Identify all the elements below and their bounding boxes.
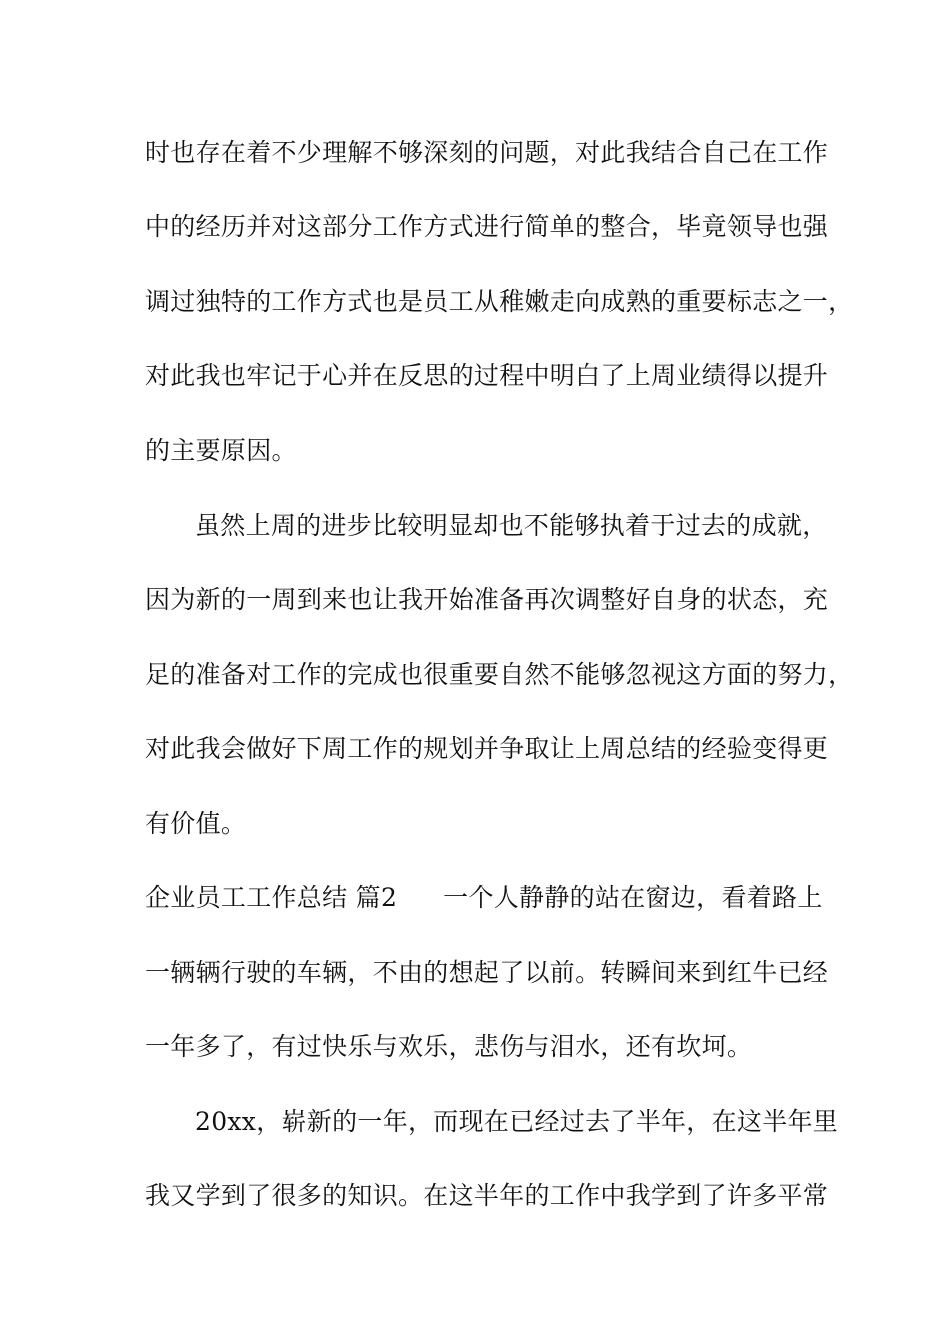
paragraph-start-line: 20xx，崭新的一年，而现在已经过去了半年，在这半年里: [195, 1107, 839, 1136]
section-first-line: 一个人静静的站在窗边，看着路上: [443, 883, 823, 912]
text-line: 时也存在着不少理解不够深刻的问题，对此我结合自己在工作: [145, 138, 829, 167]
text-line: 一年多了，有过快乐与欢乐，悲伤与泪水，还有坎坷。: [145, 1032, 753, 1061]
text-line: 有价值。: [145, 809, 247, 838]
text-line: 中的经历并对这部分工作方式进行简单的整合，毕竟领导也强: [145, 212, 829, 241]
paragraph-start-line: 虽然上周的进步比较明显却也不能够执着于过去的成就，: [195, 511, 828, 540]
section-heading: 企业员工工作总结 篇2: [145, 883, 398, 912]
text-line: 我又学到了很多的知识。在这半年的工作中我学到了许多平常: [145, 1181, 829, 1210]
text-line: 因为新的一周到来也让我开始准备再次调整好自身的状态，充: [145, 585, 829, 614]
section-heading-line: [145, 883, 823, 913]
text-line: 一辆辆行驶的车辆，不由的想起了以前。转瞬间来到红牛已经: [145, 958, 829, 987]
text-line: 调过独特的工作方式也是员工从稚嫩走向成熟的重要标志之一，: [145, 287, 854, 316]
text-line: 的主要原因。: [145, 436, 297, 465]
text-line: 对此我会做好下周工作的规划并争取让上周总结的经验变得更: [145, 734, 829, 763]
text-line: 足的准备对工作的完成也很重要自然不能够忽视这方面的努力，: [145, 660, 854, 689]
text-line: 对此我也牢记于心并在反思的过程中明白了上周业绩得以提升: [145, 361, 829, 390]
